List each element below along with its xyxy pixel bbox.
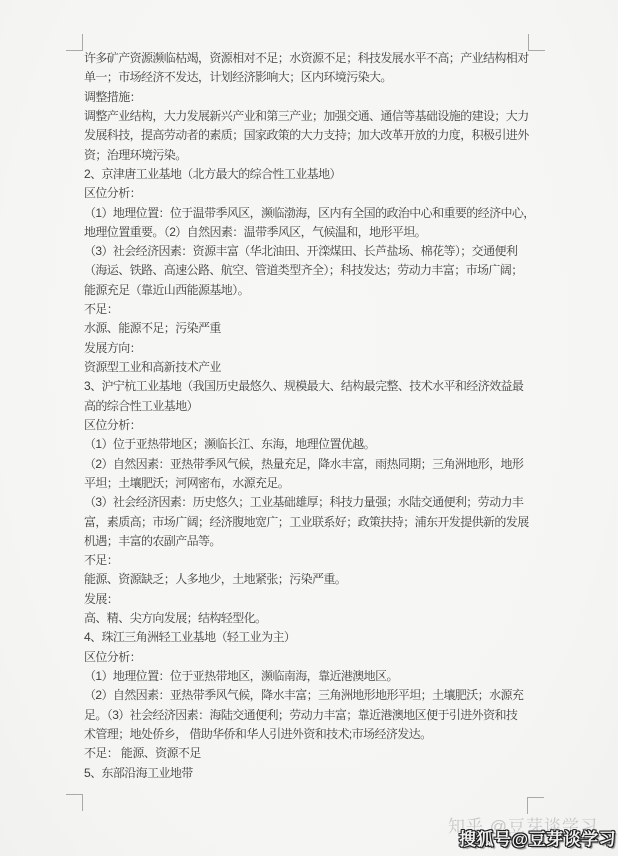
text-line: 平坦；土壤肥沃；河网密布，水源充足。 [84,475,290,490]
text-line: 水源、能源不足；污染严重 [84,321,221,336]
text-line: （1）地理位置：位于温带季风区，濒临渤海，区内有全国的政治中心和重要的经济中心， [84,205,535,220]
text-line: （1）地理位置：位于亚热带地区，濒临南海，靠近港澳地区。 [84,669,398,683]
text-line: 高、精、尖方向发展；结构轻型化。 [84,611,267,626]
text-line: 机遇；丰富的农副产品等。 [84,533,221,548]
text-line: 许多矿产资源濒临枯竭，资源相对不足；水资源不足；科技发展水平不高；产业结构相对 [84,51,529,65]
zhihu-watermark: 知乎 @豆芽谈学习 [448,817,598,836]
text-line: 单一；市场经济不发达，计划经济影响大；区内环境污染大。 [84,70,392,85]
text-line: （1）位于亚热带地区；濒临长江、东海，地理位置优越。 [84,437,376,452]
margin-crop-mark-top-right [528,34,545,51]
margin-crop-mark-bottom-left [66,794,83,811]
text-line: 术管理；地处侨乡， 借助华侨和华人引进外资和技术;市场经济发达。 [84,726,432,741]
sohu-watermark: 搜狐号@豆芽谈学习 [459,830,617,849]
text-line: 资；治理环境污染。 [84,147,187,162]
text-line: 发展： [84,591,119,606]
text-line: 区位分析： [84,649,142,664]
text-line: 地理位置重要。（2）自然因素：温带季风区，气候温和，地形平坦。 [84,224,427,239]
margin-crop-mark-top-left [66,34,83,51]
text-line: 不足： 能源、资源不足 [84,746,201,761]
text-line: 不足： [84,553,119,568]
text-line: 调整产业结构，大力发展新兴产业和第三产业；加强交通、通信等基础设施的建设；大力 [84,108,529,123]
text-line: （2）自然因素：亚热带季风气候，热量充足，降水丰富，雨热同期；三角洲地形，地形 [84,456,524,471]
text-line: （3）社会经济因素：历史悠久；工业基础雄厚；科技力量强；水陆交通便利；劳动力丰 [84,495,524,510]
text-line: 足。（3）社会经济因素：海陆交通便利；劳动力丰富；靠近港澳地区便于引进外资和技 [84,707,518,722]
text-line: 发展方向： [84,340,142,355]
text-line: 高的综合性工业基地） [84,398,199,413]
text-line: （3）社会经济因素：资源丰富（华北油田、开滦煤田、长芦盐场、棉花等）；交通便利 [84,244,518,259]
text-line: 区位分析： [84,417,142,432]
text-line: 5、东部沿海工业地带 [84,765,193,780]
text-line: 调整措施： [84,89,142,104]
text-line: 富，素质高；市场广阔；经济腹地宽广；工业联系好；政策扶持；浦东开发提供新的发展 [84,514,529,529]
document-text-block [84,49,535,783]
text-line: （2）自然因素：亚热带季风气候，降水丰富；三角洲地形地形平坦；土壤肥沃；水源充 [84,688,524,703]
text-line: 区位分析： [84,186,142,201]
text-line: 能源、资源缺乏；人多地少，土地紧张；污染严重。 [84,572,347,587]
text-line: 能源充足（靠近山西能源基地）。 [84,282,250,297]
text-line: （海运、铁路、高速公路、航空、管道类型齐全）；科技发达；劳动力丰富；市场广阔； [84,263,523,278]
text-line: 2、京津唐工业基地（北方最大的综合性工业基地） [84,166,341,181]
text-line: 发展科技，提高劳动者的素质；国家政策的大力支持；加大改革开放的力度，积极引进外 [84,128,529,143]
text-line: 不足： [84,302,119,317]
text-line: 3、沪宁杭工业基地（我国历史最悠久、规模最大、结构最完整、技术水平和经济效益最 [84,379,524,394]
text-line: 4、珠江三角洲轻工业基地（轻工业为主） [84,630,296,645]
text-line: 资源型工业和高新技术产业 [84,360,221,374]
